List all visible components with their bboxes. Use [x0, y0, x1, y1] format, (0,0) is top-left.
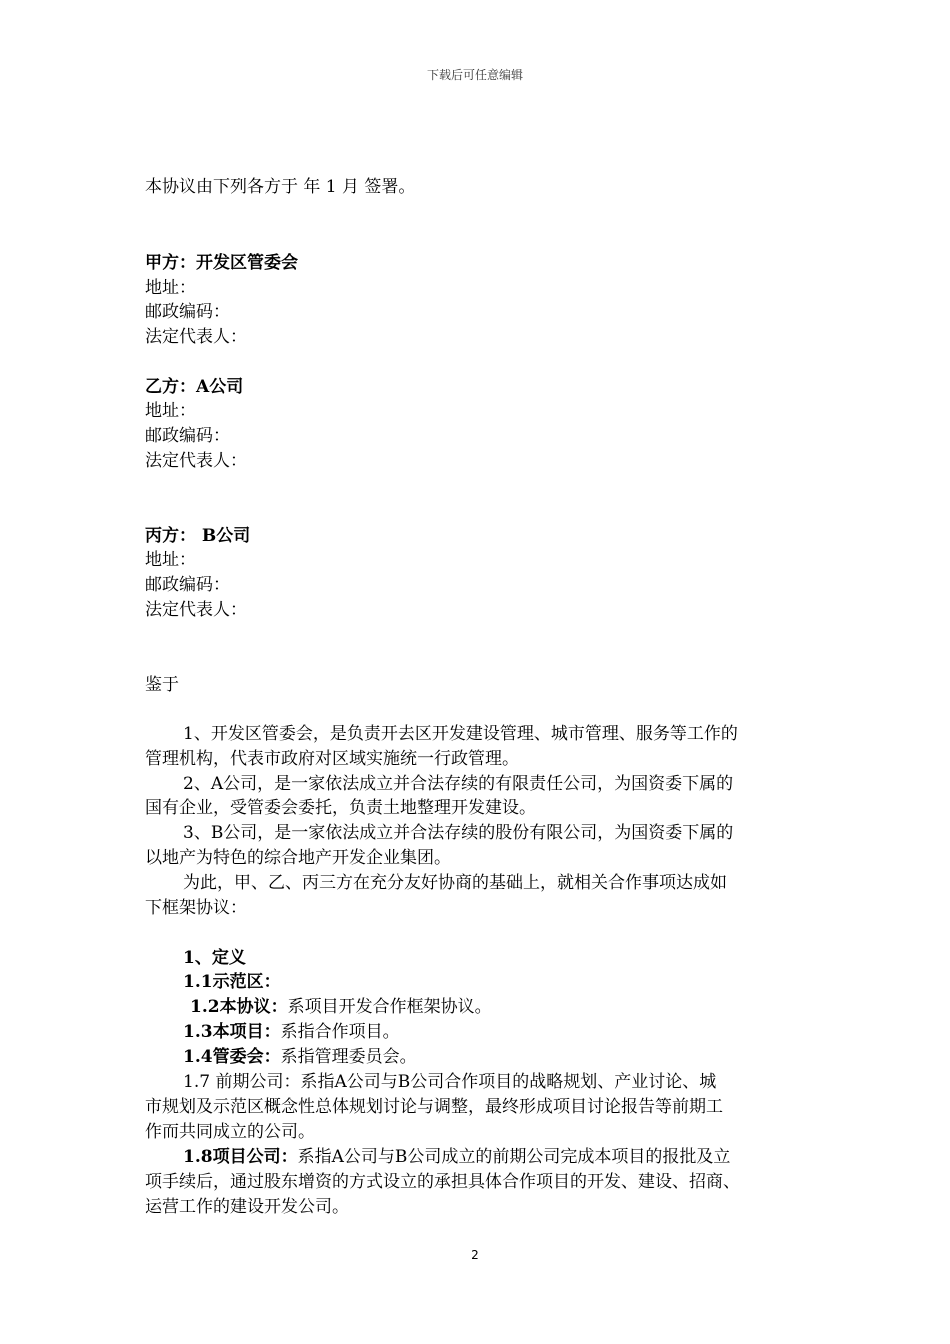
party-a-rep: 法定代表人： [145, 327, 247, 347]
definition-1-8-text: 系指A公司与B公司成立的前期公司完成本项目的报批及立 [297, 1147, 731, 1167]
recital-3-line-2: 以地产为特色的综合地产开发企业集团。 [145, 848, 451, 868]
party-b-rep: 法定代表人： [145, 451, 247, 471]
definition-1-3 [183, 1020, 400, 1044]
page-number: 2 [471, 1248, 479, 1262]
definition-1-7-line-3: 作而共同成立的公司。 [145, 1122, 315, 1142]
definition-1-1: 1.1示范区： [183, 972, 281, 992]
definition-1-8-line-2: 项手续后，通过股东增资的方式设立的承担具体合作项目的开发、建设、招商、 [145, 1172, 740, 1192]
party-c-address: 地址： [145, 550, 196, 570]
recital-3-line-1: 3、B公司，是一家依法成立并合法存续的股份有限公司，为国资委下属的 [183, 823, 734, 843]
party-c-postal: 邮政编码： [145, 575, 230, 595]
definition-1-2-label: 1.2本协议： [190, 997, 288, 1017]
recital-1-line-2: 管理机构，代表市政府对区域实施统一行政管理。 [145, 749, 519, 769]
definition-1-2-text: 系项目开发合作框架协议。 [287, 997, 492, 1017]
party-b-title: 乙方：A公司 [145, 377, 244, 397]
party-b-address: 地址： [145, 401, 196, 421]
recital-4-line-1: 为此，甲、乙、丙三方在充分友好协商的基础上，就相关合作事项达成如 [183, 873, 727, 893]
definition-1-7-line-2: 市规划及示范区概念性总体规划讨论与调整，最终形成项目讨论报告等前期工 [145, 1097, 723, 1117]
definition-1-8-line-1 [183, 1145, 730, 1169]
intro-line: 本协议由下列各方于 年 1 月 签署。 [145, 177, 416, 197]
recital-2-line-1: 2、A公司，是一家依法成立并合法存续的有限责任公司，为国资委下属的 [183, 774, 734, 794]
party-b-postal: 邮政编码： [145, 426, 230, 446]
definition-1-3-label: 1.3本项目： [183, 1022, 281, 1042]
party-a-postal: 邮政编码： [145, 302, 230, 322]
header-note: 下载后可任意编辑 [426, 68, 523, 82]
definition-1-4-text: 系指管理委员会。 [280, 1047, 417, 1067]
definition-1-2 [190, 995, 492, 1019]
recital-1-line-1: 1、开发区管委会，是负责开去区开发建设管理、城市管理、服务等工作的 [183, 724, 738, 744]
recital-4-line-2: 下框架协议： [145, 898, 247, 918]
whereas-heading: 鉴于 [145, 675, 179, 695]
definition-1-7-line-1: 1.7 前期公司：系指A公司与B公司合作项目的战略规划、产业讨论、城 [183, 1072, 717, 1092]
definition-1-3-text: 系指合作项目。 [280, 1022, 400, 1042]
definition-1-4 [183, 1045, 417, 1069]
definitions-heading: 1、定义 [183, 948, 246, 968]
recital-2-line-2: 国有企业，受管委会委托，负责土地整理开发建设。 [145, 798, 536, 818]
party-c-title: 丙方： B公司 [145, 526, 251, 546]
definition-1-8-label: 1.8项目公司： [183, 1147, 298, 1167]
party-a-address: 地址： [145, 278, 196, 298]
definition-1-8-line-3: 运营工作的建设开发公司。 [145, 1197, 349, 1217]
party-a-title: 甲方：开发区管委会 [145, 253, 298, 273]
definition-1-4-label: 1.4管委会： [183, 1047, 281, 1067]
party-c-rep: 法定代表人： [145, 600, 247, 620]
